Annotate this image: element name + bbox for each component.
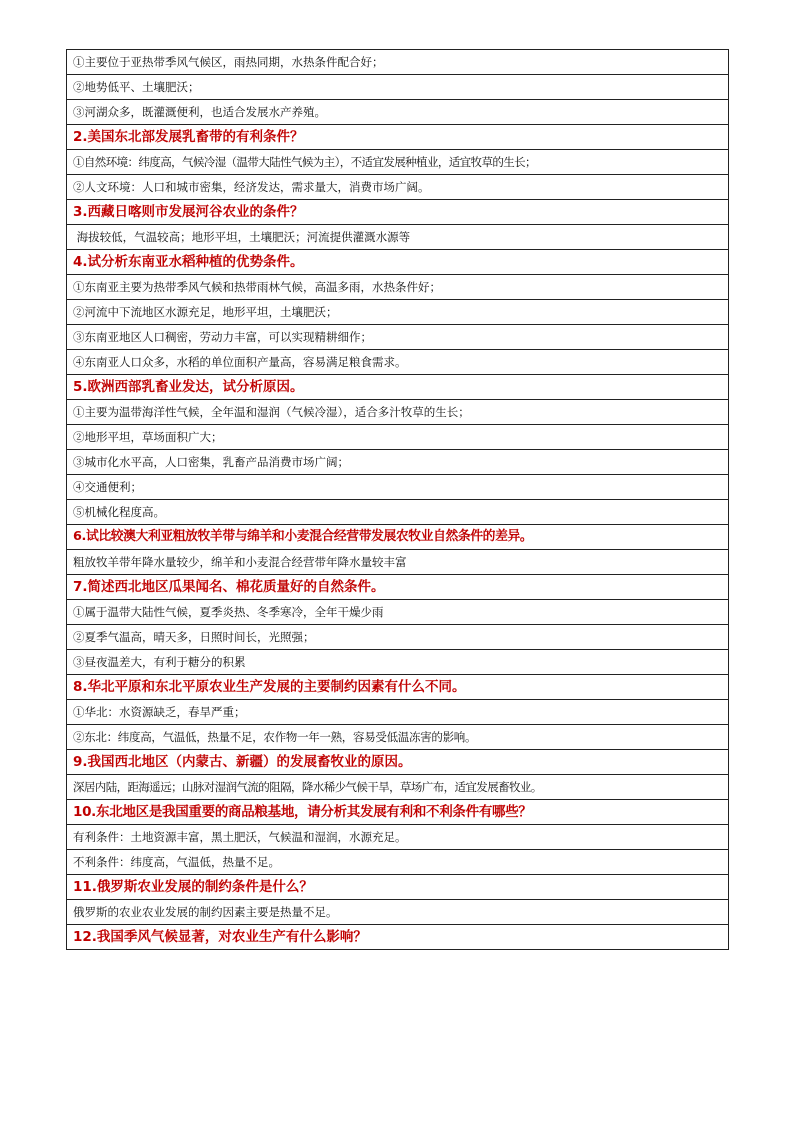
table-row <box>67 275 729 300</box>
question-heading: 7.简述西北地区瓜果闻名、棉花质量好的自然条件。 <box>67 575 729 600</box>
answer-cell: 海拔较低，气温较高；地形平坦，土壤肥沃；河流提供灌溉水源等 <box>67 225 729 250</box>
table-row <box>67 775 729 800</box>
table-row <box>67 150 729 175</box>
answer-cell: 粗放牧羊带年降水量较少，绵羊和小麦混合经营带年降水量较丰富 <box>67 550 729 575</box>
answer-cell: ②地形平坦，草场面积广大； <box>67 425 729 450</box>
answer-cell: ④东南亚人口众多，水稻的单位面积产量高，容易满足粮食需求。 <box>67 350 729 375</box>
table-row <box>67 925 729 950</box>
answer-cell: ③城市化水平高，人口密集，乳畜产品消费市场广阔； <box>67 450 729 475</box>
table-row <box>67 725 729 750</box>
table-row <box>67 825 729 850</box>
table-row <box>67 525 729 550</box>
answer-cell: 不利条件：纬度高，气温低，热量不足。 <box>67 850 729 875</box>
answer-cell: ③河湖众多，既灌溉便利，也适合发展水产养殖。 <box>67 100 729 125</box>
table-row <box>67 450 729 475</box>
answer-cell: ①自然环境：纬度高，气候冷湿（温带大陆性气候为主），不适宜发展种植业，适宜牧草的生长； <box>67 150 729 175</box>
answer-cell: ①主要为温带海洋性气候，全年温和湿润（气候冷湿），适合多汁牧草的生长； <box>67 400 729 425</box>
answer-cell: 深居内陆，距海遥远；山脉对湿润气流的阻隔，降水稀少气候干旱，草场广布，适宜发展畜牧业。 <box>67 775 729 800</box>
answer-cell: ③东南亚地区人口稠密，劳动力丰富，可以实现精耕细作； <box>67 325 729 350</box>
document-page <box>66 49 729 950</box>
answer-cell: ③昼夜温差大，有利于糖分的积累 <box>67 650 729 675</box>
table-row <box>67 500 729 525</box>
table-row <box>67 650 729 675</box>
answer-cell: ①属于温带大陆性气候，夏季炎热、冬季寒冷，全年干燥少雨 <box>67 600 729 625</box>
table-row <box>67 250 729 275</box>
question-heading: 8.华北平原和东北平原农业生产发展的主要制约因素有什么不同。 <box>67 675 729 700</box>
table-row <box>67 125 729 150</box>
table-row <box>67 100 729 125</box>
table-row <box>67 425 729 450</box>
table-row <box>67 875 729 900</box>
answer-cell: ⑤机械化程度高。 <box>67 500 729 525</box>
answer-cell: ②河流中下流地区水源充足，地形平坦，土壤肥沃； <box>67 300 729 325</box>
answer-cell: ②夏季气温高，晴天多，日照时间长，光照强； <box>67 625 729 650</box>
question-heading: 2.美国东北部发展乳畜带的有利条件？ <box>67 125 729 150</box>
question-heading: 9.我国西北地区（内蒙古、新疆）的发展畜牧业的原因。 <box>67 750 729 775</box>
table-row <box>67 675 729 700</box>
question-heading: 4.试分析东南亚水稻种植的优势条件。 <box>67 250 729 275</box>
answer-cell: ①主要位于亚热带季风气候区，雨热同期，水热条件配合好； <box>67 50 729 75</box>
table-row <box>67 575 729 600</box>
table-row <box>67 350 729 375</box>
table-row <box>67 375 729 400</box>
qa-table <box>66 49 729 950</box>
question-heading: 5.欧洲西部乳畜业发达，试分析原因。 <box>67 375 729 400</box>
answer-cell: ①东南亚主要为热带季风气候和热带雨林气候，高温多雨，水热条件好； <box>67 275 729 300</box>
table-row <box>67 800 729 825</box>
table-row <box>67 175 729 200</box>
answer-cell: ②地势低平、土壤肥沃； <box>67 75 729 100</box>
table-row <box>67 325 729 350</box>
table-row <box>67 300 729 325</box>
question-heading: 11.俄罗斯农业发展的制约条件是什么？ <box>67 875 729 900</box>
table-row <box>67 625 729 650</box>
table-row <box>67 75 729 100</box>
table-row <box>67 700 729 725</box>
question-heading: 12.我国季风气候显著，对农业生产有什么影响？ <box>67 925 729 950</box>
question-heading: 3.西藏日喀则市发展河谷农业的条件？ <box>67 200 729 225</box>
table-row <box>67 50 729 75</box>
answer-cell: 俄罗斯的农业农业发展的制约因素主要是热量不足。 <box>67 900 729 925</box>
answer-cell: 有利条件：土地资源丰富，黑土肥沃，气候温和湿润，水源充足。 <box>67 825 729 850</box>
question-heading: 10.东北地区是我国重要的商品粮基地，请分析其发展有利和不利条件有哪些？ <box>67 800 729 825</box>
table-row <box>67 900 729 925</box>
answer-cell: ②东北：纬度高，气温低，热量不足，农作物一年一熟，容易受低温冻害的影响。 <box>67 725 729 750</box>
table-row <box>67 750 729 775</box>
answer-cell: ④交通便利； <box>67 475 729 500</box>
table-row <box>67 550 729 575</box>
answer-cell: ②人文环境：人口和城市密集，经济发达，需求量大，消费市场广阔。 <box>67 175 729 200</box>
question-heading: 6.试比较澳大利亚粗放牧羊带与绵羊和小麦混合经营带发展农牧业自然条件的差异。 <box>67 525 729 550</box>
table-row <box>67 200 729 225</box>
table-row <box>67 850 729 875</box>
table-row <box>67 225 729 250</box>
table-row <box>67 600 729 625</box>
answer-cell: ①华北：水资源缺乏，春旱严重； <box>67 700 729 725</box>
table-row <box>67 400 729 425</box>
table-row <box>67 475 729 500</box>
